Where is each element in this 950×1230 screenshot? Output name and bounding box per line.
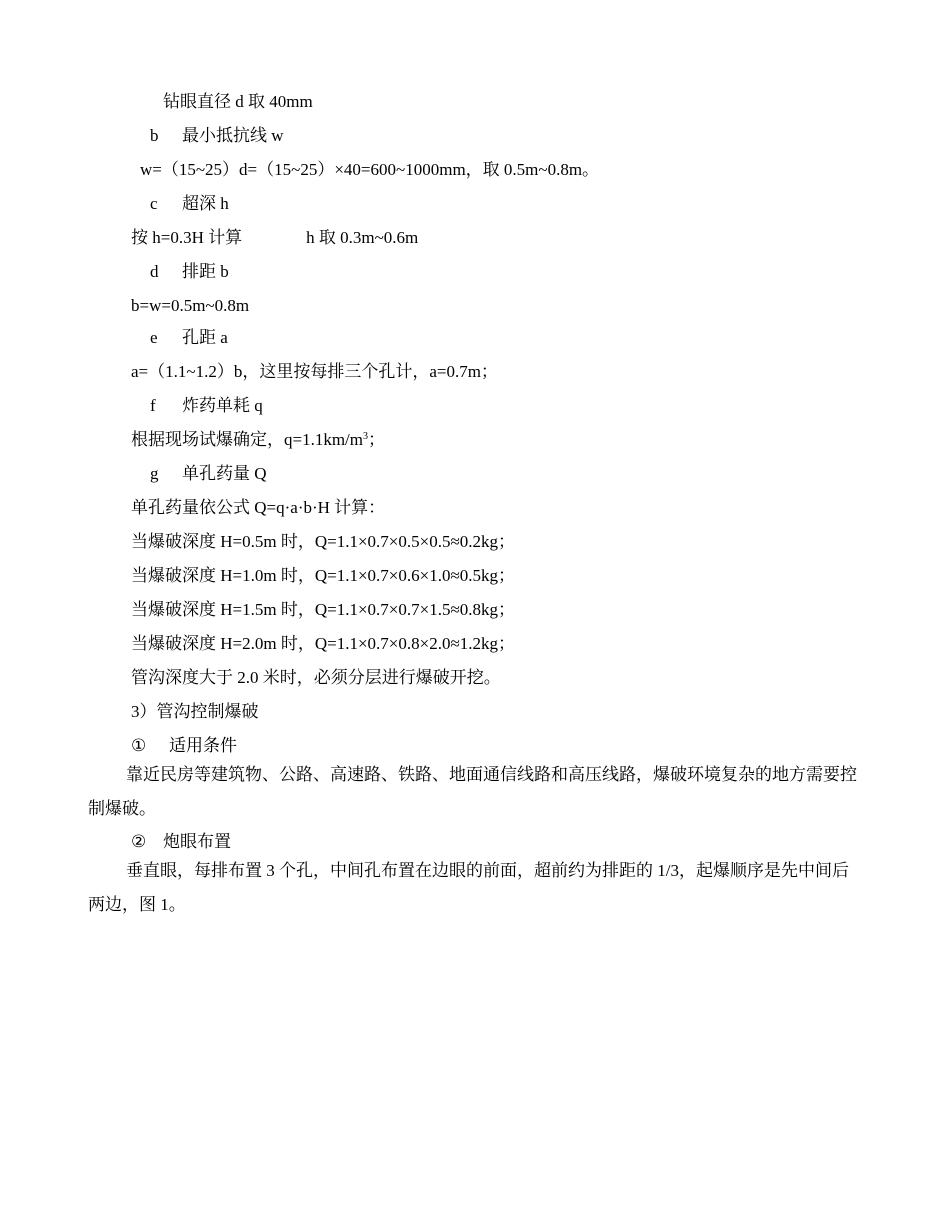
item-g-heading [150, 464, 267, 484]
subsection-heading [131, 832, 231, 852]
row-spacing-line: b=w=0.5m~0.8m [131, 296, 250, 315]
charge-formula-line: 单孔药量依公式 Q=q·a·b·H 计算： [131, 498, 386, 517]
item-letter: c [150, 194, 158, 213]
item-d-heading [150, 262, 229, 282]
item-letter: f [150, 396, 156, 415]
section-heading: 3）管沟控制爆破 [131, 702, 259, 721]
layered-blasting-note: 管沟深度大于 2.0 米时，必须分层进行爆破开挖。 [131, 668, 501, 687]
item-f-heading [150, 396, 263, 416]
subsection-title: 炮眼布置 [163, 832, 231, 851]
item-e-heading [150, 328, 228, 348]
charge-calc-line: 当爆破深度 H=0.5m 时，Q=1.1×0.7×0.5×0.5≈0.2kg； [131, 532, 516, 551]
superscript: 3 [363, 431, 369, 442]
circled-number: ② [131, 832, 147, 851]
subsection-title: 适用条件 [169, 736, 237, 755]
drill-diameter-line: 钻眼直径 d 取 40mm [163, 92, 313, 111]
explosive-consumption-line [131, 430, 385, 450]
item-letter: e [150, 328, 158, 347]
charge-calc-line: 当爆破深度 H=2.0m 时，Q=1.1×0.7×0.8×2.0≈1.2kg； [131, 634, 516, 653]
charge-calc-line: 当爆破深度 H=1.0m 时，Q=1.1×0.7×0.6×1.0≈0.5kg； [131, 566, 516, 585]
item-title: 单孔药量 Q [182, 464, 267, 483]
consumption-text: 根据现场试爆确定，q=1.1km/m [131, 430, 364, 449]
item-letter: d [150, 262, 159, 281]
item-c-heading [150, 194, 229, 214]
layout-paragraph: 垂直眼，每排布置 3 个孔，中间孔布置在边眼的前面，超前约为排距的 1/3，起爆顺序是先中间后两边，图 1。 [88, 861, 849, 914]
charge-calc-line: 当爆破深度 H=1.5m 时，Q=1.1×0.7×0.7×1.5≈0.8kg； [131, 600, 516, 619]
consumption-end: ； [368, 430, 386, 449]
item-letter: g [150, 464, 159, 483]
item-title: 最小抵抗线 w [182, 126, 284, 145]
circled-number: ① [131, 736, 147, 755]
subdrill-formula-line [131, 228, 418, 248]
item-letter: b [150, 126, 159, 145]
item-title: 超深 h [182, 194, 229, 213]
item-title: 排距 b [182, 262, 229, 281]
subdrill-calc: 按 h=0.3H 计算 [131, 228, 243, 247]
item-title: 炸药单耗 q [182, 396, 263, 415]
hole-spacing-line: a=（1.1~1.2）b，这里按每排三个孔计，a=0.7m； [131, 362, 498, 381]
conditions-paragraph: 靠近民房等建筑物、公路、高速路、铁路、地面通信线路和高压线路，爆破环境复杂的地方需要控制爆破。 [88, 765, 857, 818]
item-title: 孔距 a [182, 328, 228, 347]
subsection-heading [131, 736, 237, 756]
subdrill-value: h 取 0.3m~0.6m [306, 228, 419, 247]
item-b-heading [150, 126, 284, 146]
burden-formula-line: w=（15~25）d=（15~25）×40=600~1000mm，取 0.5m~0.8m。 [140, 160, 600, 179]
